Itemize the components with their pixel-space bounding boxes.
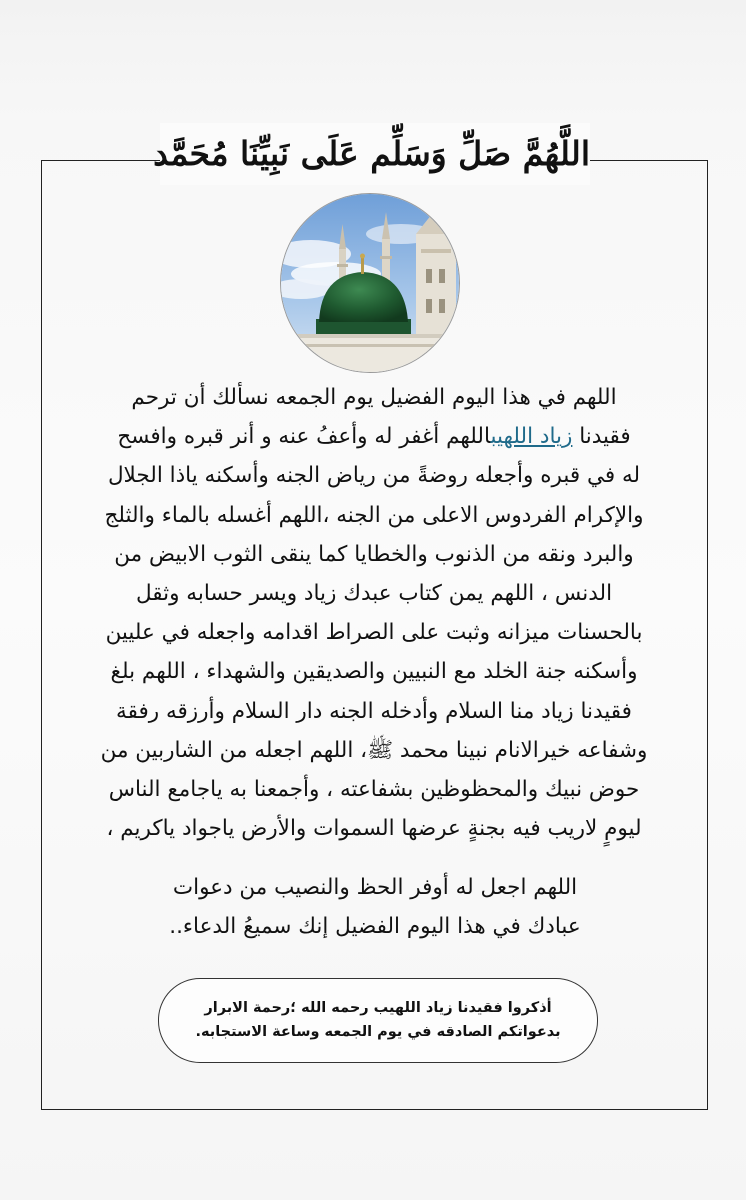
closing-line: اللهم اجعل له أوفر الحظ والنصيب من دعوات: [172, 875, 578, 900]
prayer-text: [68, 378, 680, 848]
closing-line: عبادك في هذا اليوم الفضيل إنك سميعُ الدعاء..: [169, 914, 581, 939]
prayer-line: بالحسنات ميزانه وثبت على الصراط اقدامه واجعله في عليين: [105, 620, 643, 646]
prayer-line: وأسكنه جنة الخلد مع النبيين والصديقين والشهداء ، اللهم بلغ: [110, 659, 638, 685]
reminder-line: أذكروا فقيدنا زياد اللهيب رحمه الله ؛رحمة الابرار: [204, 1000, 552, 1016]
prayer-line: [68, 417, 680, 456]
prayer-line: فقيدنا زياد منا السلام وأدخله الجنه دار السلام وأرزقه رفقة: [116, 698, 632, 724]
closing-prayer: [140, 868, 610, 946]
prayer-line: له في قبره وأجعله روضةً من رياض الجنه وأسكنه ياذا الجلال: [107, 463, 641, 489]
prayer-line: وشفاعه خيرالانام نبينا محمد ﷺ، اللهم اجعله من الشاربين من: [100, 737, 648, 763]
mosque-green-dome-icon: [281, 194, 460, 373]
prayer-line: والإكرام الفردوس الاعلى من الجنه ،اللهم أغسله بالماء والثلج: [104, 502, 644, 528]
prayer-line-end: اللهم أغفر له وأعفُ عنه و أنر قبره وافسح: [117, 424, 491, 450]
prayer-line: ليومٍ لاريب فيه بجنةٍ عرضها السموات والأرض ياجواد ياكريم ،: [106, 816, 642, 842]
reminder-line: بدعواتكم الصادقه في يوم الجمعه وساعة الاستجابه.: [195, 1024, 561, 1040]
prayer-line: اللهم في هذا اليوم الفضيل يوم الجمعه نسألك أن ترحم: [131, 385, 617, 410]
prayer-line: حوض نبيك والمحظوظين بشفاعته ، وأجمعنا به ياجامع الناس: [108, 777, 640, 803]
prayer-line: الدنس ، اللهم يمن كتاب عبدك زياد ويسر حسابه وثقل: [135, 581, 613, 607]
reminder-box: [158, 978, 598, 1063]
mosque-photo: [280, 193, 460, 373]
prayer-line-start: فقيدنا: [572, 424, 631, 450]
prayer-line: والبرد ونقه من الذنوب والخطايا كما ينقى الثوب الابيض من: [114, 541, 634, 567]
deceased-name: زياد اللهيب: [490, 424, 573, 450]
page-title: اللَّهُمَّ صَلِّ وَسَلِّم عَلَى نَبِيِّنَا مُحَمَّد: [160, 123, 590, 185]
